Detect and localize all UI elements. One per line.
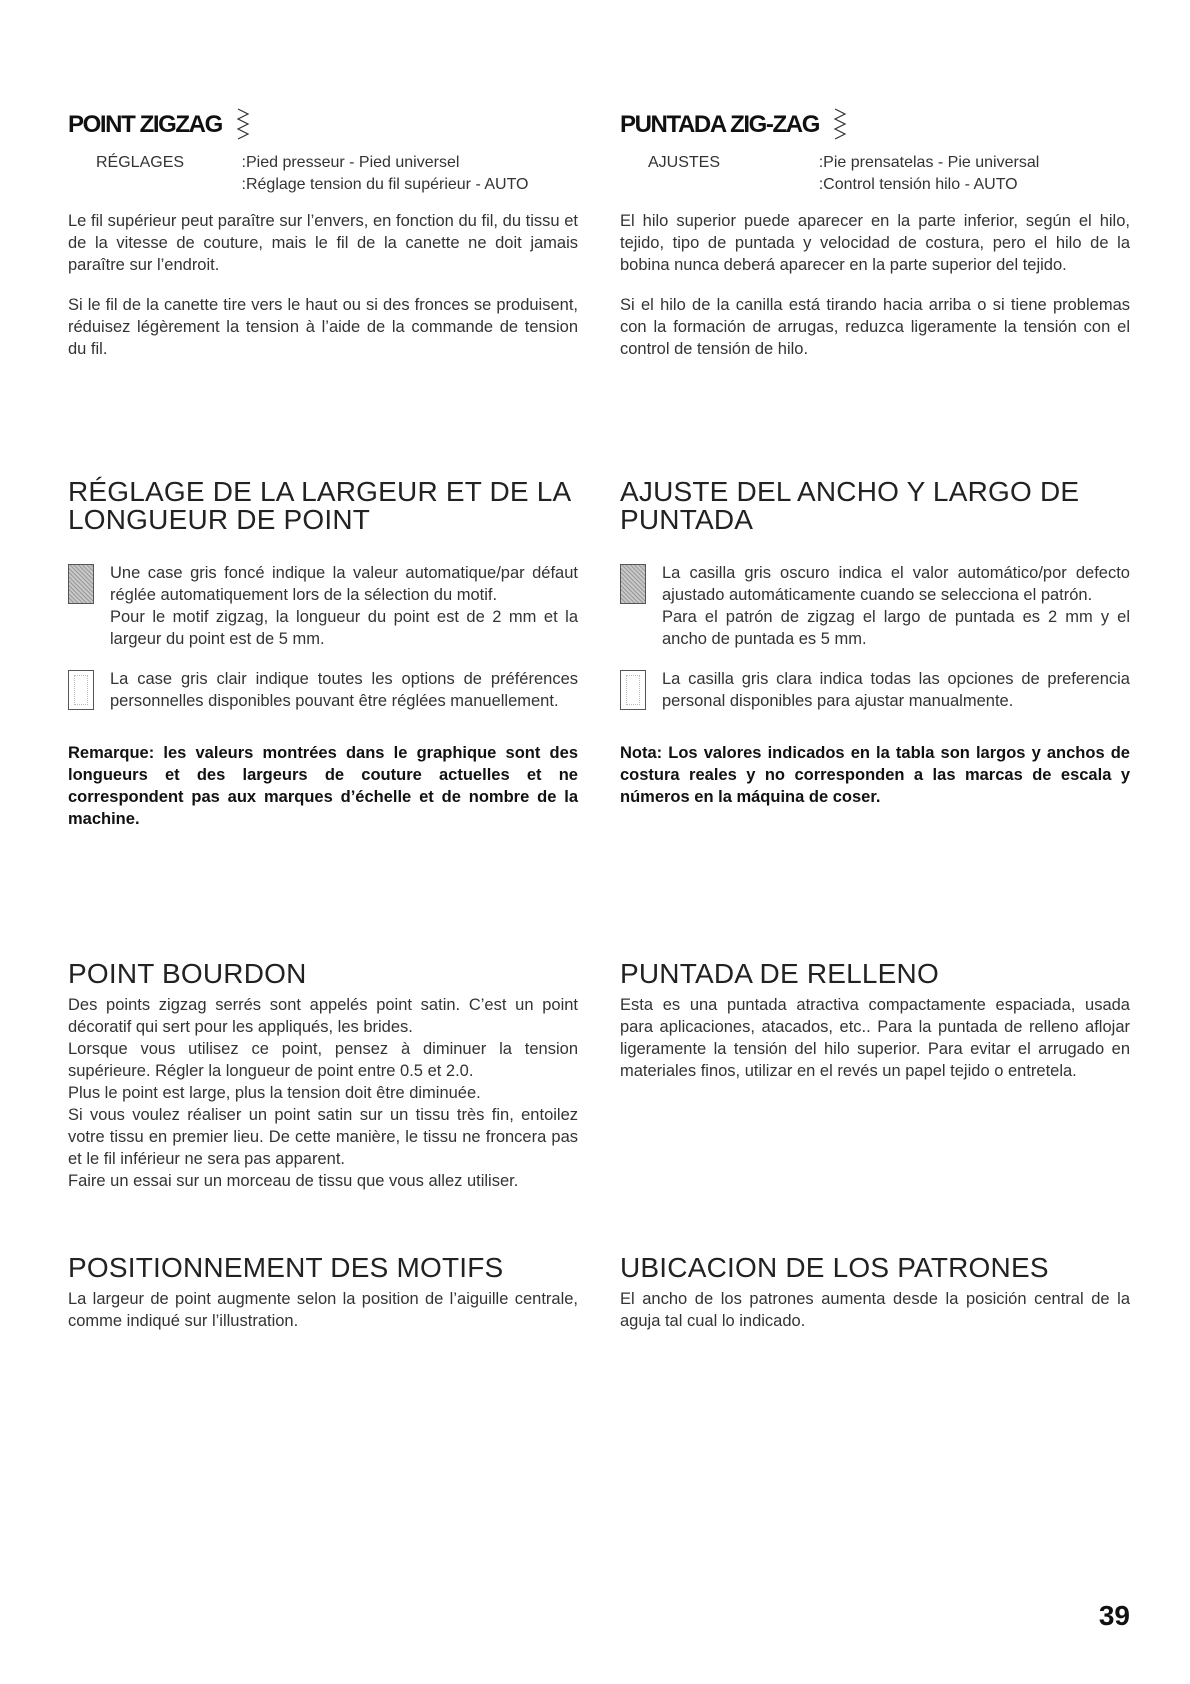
zigzag-stitch-icon	[236, 108, 250, 142]
fr-zigzag-title: POINT ZIGZAG	[68, 108, 578, 142]
es-note: Nota: Los valores indicados en la tabla son largos y anchos de costura reales y no corresponden a las marcas de escala y números en la máquina de coser.	[620, 744, 1130, 806]
fr-note: Remarque: les valeurs montrées dans le graphique sont des longueurs et des largeurs de couture actuelles et ne correspondent pas aux marques d’échelle et de nombre de la machine.	[68, 744, 578, 828]
fr-satin-title: POINT BOURDON	[68, 958, 307, 989]
page-number: 39	[1098, 1600, 1130, 1631]
es-zigzag-section	[620, 108, 1130, 360]
es-satin-title: PUNTADA DE RELLENO	[620, 958, 939, 989]
es-width-length-title: AJUSTE DEL ANCHO Y LARGO DE PUNTADA	[620, 476, 1080, 535]
fr-width-length-title: RÉGLAGE DE LA LARGEUR ET DE LA LONGUEUR DE POINT	[68, 476, 572, 535]
zigzag-stitch-icon	[833, 108, 847, 142]
fr-zigzag-paragraph-1: Le fil supérieur peut paraître sur l’envers, en fonction du fil, du tissu et de la vitesse de couture, mais le fil de la canette ne doit jamais paraître sur l’endroit.	[68, 212, 578, 274]
es-zigzag-title: PUNTADA ZIG-ZAG	[620, 108, 1130, 142]
es-satin-section: PUNTADA DE RELLENO Esta es una puntada atractiva compactamente espaciada, usada para aplicaciones, atacados, etc.. Para la puntada de relleno aflojar ligeramente la tensión del hilo superior. Para evitar el arrugado en materiales finos, utilizar en el revés un papel tejido o entretela.	[620, 958, 1130, 1080]
es-light-legend: La casilla gris clara indica todas las opciones de preferencia personal disponibles para ajustar manualmente.	[620, 668, 1130, 712]
es-zigzag-paragraph-2: Si el hilo de la canilla está tirando hacia arriba o si tiene problemas con la formación de arrugas, reduzca ligeramente la tensión con el control de tensión de hilo.	[620, 296, 1130, 358]
fr-zigzag-section	[68, 108, 578, 360]
light-gray-box-icon	[68, 670, 94, 710]
es-positioning-title: UBICACION DE LOS PATRONES	[620, 1252, 1049, 1283]
fr-dark-legend: Une case gris foncé indique la valeur automatique/par défaut réglée automatiquement lors de la sélection du motif. Pour le motif zigzag, la longueur du point est de 2 mm et la largeur du point est de 5 mm.	[68, 562, 578, 650]
fr-width-length-section	[68, 478, 578, 830]
fr-light-legend: La case gris clair indique toutes les options de préférences personnelles disponibles pouvant être réglées manuellement.	[68, 668, 578, 712]
dark-gray-box-icon	[68, 564, 94, 604]
light-gray-box-icon	[620, 670, 646, 710]
fr-zigzag-settings: RÉGLAGES :Pied presseur - Pied universel :Réglage tension du fil supérieur - AUTO	[96, 154, 529, 193]
es-zigzag-paragraph-1: El hilo superior puede aparecer en la parte inferior, según el hilo, tejido, tipo de puntada y velocidad de costura, pero el hilo de la bobina nunca deberá aparecer en la parte superior del tejido.	[620, 212, 1130, 274]
fr-positioning-title: POSITIONNEMENT DES MOTIFS	[68, 1252, 504, 1283]
fr-satin-section: POINT BOURDON Des points zigzag serrés sont appelés point satin. C’est un point décoratif qui sert pour les appliqués, les brides. Lorsque vous utilisez ce point, pensez à diminuer la tension supérieure. Régler la longueur de point entre 0.5 et 2.0. Plus le point est large, plus la tension doit être diminuée. Si vous voulez réaliser un point satin sur un tissu très fin, entoilez votre tissu en premier lieu. De cette manière, le tissu ne froncera pas et le fil inférieur ne sera pas apparent. Faire un essai sur un morceau de tissu que vous allez utiliser.	[68, 958, 578, 1190]
fr-positioning-section: POSITIONNEMENT DES MOTIFS La largeur de point augmente selon la position de l’aiguille centrale, comme indiqué sur l’illustration.	[68, 1252, 578, 1330]
es-zigzag-settings: AJUSTES :Pie prensatelas - Pie universal :Control tensión hilo - AUTO	[648, 154, 1040, 193]
es-positioning-section: UBICACION DE LOS PATRONES El ancho de los patrones aumenta desde la posición central de la aguja tal cual lo indicado.	[620, 1252, 1130, 1330]
es-width-length-section	[620, 478, 1130, 808]
dark-gray-box-icon	[620, 564, 646, 604]
es-dark-legend: La casilla gris oscuro indica el valor automático/por defecto ajustado automáticamente cuando se selecciona el patrón. Para el patrón de zigzag el largo de puntada es 2 mm y el ancho de puntada es 5 mm.	[620, 562, 1130, 650]
fr-zigzag-paragraph-2: Si le fil de la canette tire vers le haut ou si des fronces se produisent, réduisez légèrement la tension à l’aide de la commande de tension du fil.	[68, 296, 578, 358]
